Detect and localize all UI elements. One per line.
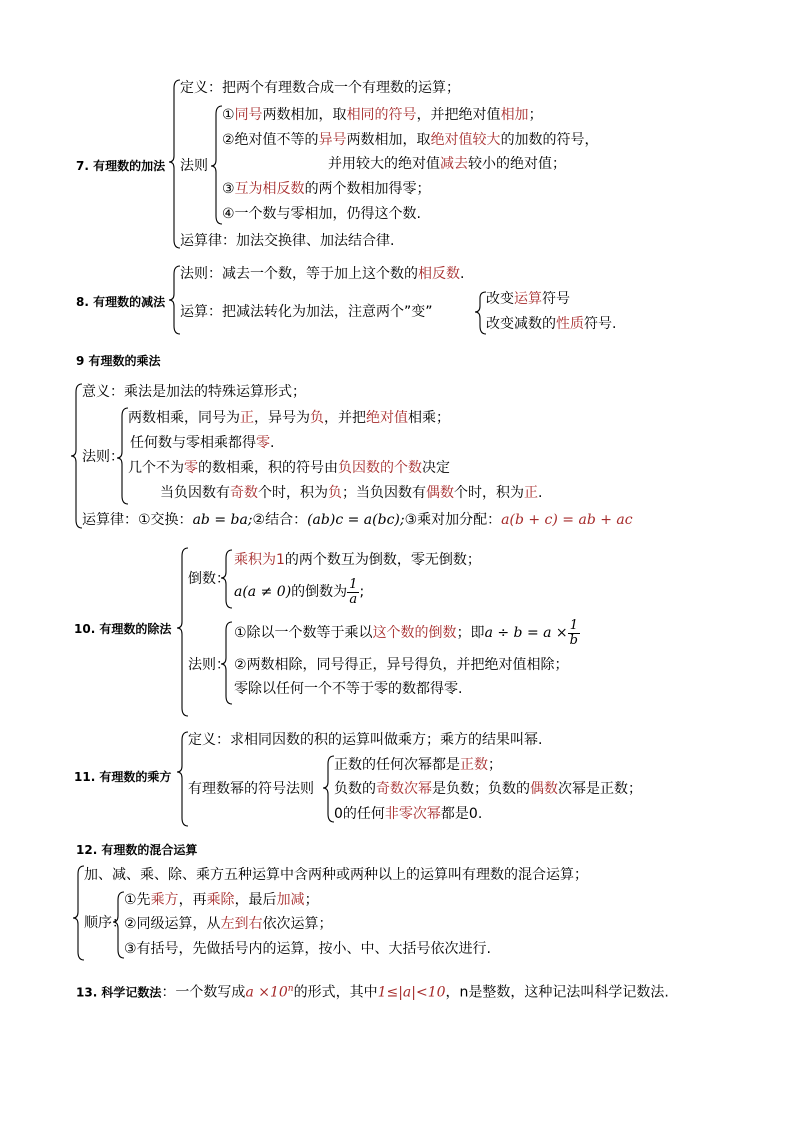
s10-rule-label: 法则： — [188, 657, 230, 673]
section-11-heading: 11. 有理数的乘方 — [74, 770, 172, 784]
s10-reciprocal-1: 乘积为1的两个数互为倒数，零无倒数； — [234, 552, 481, 568]
s8-rule: 法则：减去一个数，等于加上这个数的相反数. — [180, 266, 465, 282]
section-13-heading: 13. 科学记数法 — [76, 985, 162, 1000]
s12-order-label: 顺序： — [84, 915, 126, 931]
section-10-heading: 10. 有理数的除法 — [74, 622, 172, 636]
s12-order-2: ②同级运算，从左到右依次运算； — [124, 916, 333, 932]
s7-rule-2: ②绝对值不等的异号两数相加，取绝对值较大的加数的符号， — [222, 132, 599, 148]
s7-rule-4: ④一个数与零相加，仍得这个数. — [222, 206, 422, 222]
s9-line-2: 任何数与零相乘都得零. — [130, 435, 275, 451]
s7-law: 运算律：加法交换律、加法结合律. — [180, 233, 395, 249]
s11-sign-rule-label: 有理数幂的符号法则 — [188, 781, 314, 797]
s7-rule-label: 法则 — [180, 158, 208, 174]
section-12-heading: 12. 有理数的混合运算 — [76, 843, 198, 857]
section-8-heading: 8. 有理数的减法 — [76, 295, 166, 309]
s9-line-4: 当负因数有奇数个时，积为负；当负因数有偶数个时，积为正. — [160, 485, 543, 501]
s10-reciprocal-2: a(a ≠ 0)的倒数为 $\frac{1}{a}$ ; — [234, 576, 365, 607]
s9-meaning: 意义：乘法是加法的特殊运算形式； — [82, 384, 306, 400]
s7-rule-1: ①同号两数相加，取相同的符号，并把绝对值相加； — [222, 107, 543, 123]
s12-description: 加、减、乘、除、乘方五种运算中含两种或两种以上的运算叫有理数的混合运算； — [84, 867, 588, 883]
s10-rule-3: 零除以任何一个不等于零的数都得零. — [234, 681, 463, 697]
s7-definition: 定义：把两个有理数合成一个有理数的运算； — [180, 80, 460, 96]
s10-rule-2: ②两数相除，同号得正，异号得负，并把绝对值相除； — [234, 657, 569, 673]
s12-order-1: ①先乘方，再乘除，最后加减； — [124, 892, 319, 908]
s9-line-1: 两数相乘，同号为正，异号为负，并把绝对值相乘； — [128, 410, 450, 426]
section-9-heading: 9 有理数的乘法 — [76, 354, 161, 368]
s9-rule-label: 法则： — [82, 449, 124, 465]
s9-law: 运算律：①交换：ab = ba;②结合：(ab)c = a(bc);③乘对加分配：a(b + c) = ab + ac — [82, 512, 633, 528]
s7-rule-3: ③互为相反数的两个数相加得零； — [222, 181, 431, 197]
s12-order-3: ③有括号，先做括号内的运算，按小、中、大括号依次进行. — [124, 941, 491, 957]
s11-definition: 定义：求相同因数的积的运算叫做乘方；乘方的结果叫幂. — [188, 732, 543, 748]
s11-power-2: 负数的奇数次幂是负数；负数的偶数次幂是正数； — [334, 781, 642, 797]
s10-rule-1: ①除以一个数等于乘以这个数的倒数；即a ÷ b = a × $\frac{1}{b}$ — [234, 617, 578, 648]
s11-power-1: 正数的任何次幂都是正数； — [334, 757, 502, 773]
s11-power-3: 0的任何非零次幂都是0. — [334, 806, 483, 822]
s9-line-3: 几个不为零的数相乘，积的符号由负因数的个数决定 — [128, 460, 450, 476]
s13-line: 13. 科学记数法：一个数写成$a \times 10^n$的形式，其中1≤|a|<10，n是整数，这种记法叫科学记数法. — [76, 984, 669, 1001]
s8-change-1: 改变运算符号 — [486, 291, 570, 307]
s10-fraction-1-over-a: $\frac{1}{a}$ — [349, 576, 358, 607]
s10-fraction-1-over-b: $\frac{1}{b}$ — [569, 617, 578, 648]
s8-operation: 运算：把减法转化为加法，注意两个”变” — [180, 304, 433, 320]
s8-change-2: 改变减数的性质符号. — [486, 316, 617, 332]
s7-rule-2b: 并用较大的绝对值减去较小的绝对值； — [328, 156, 566, 172]
s10-reciprocal-label: 倒数： — [188, 571, 230, 587]
section-7-heading: 7. 有理数的加法 — [76, 159, 166, 173]
